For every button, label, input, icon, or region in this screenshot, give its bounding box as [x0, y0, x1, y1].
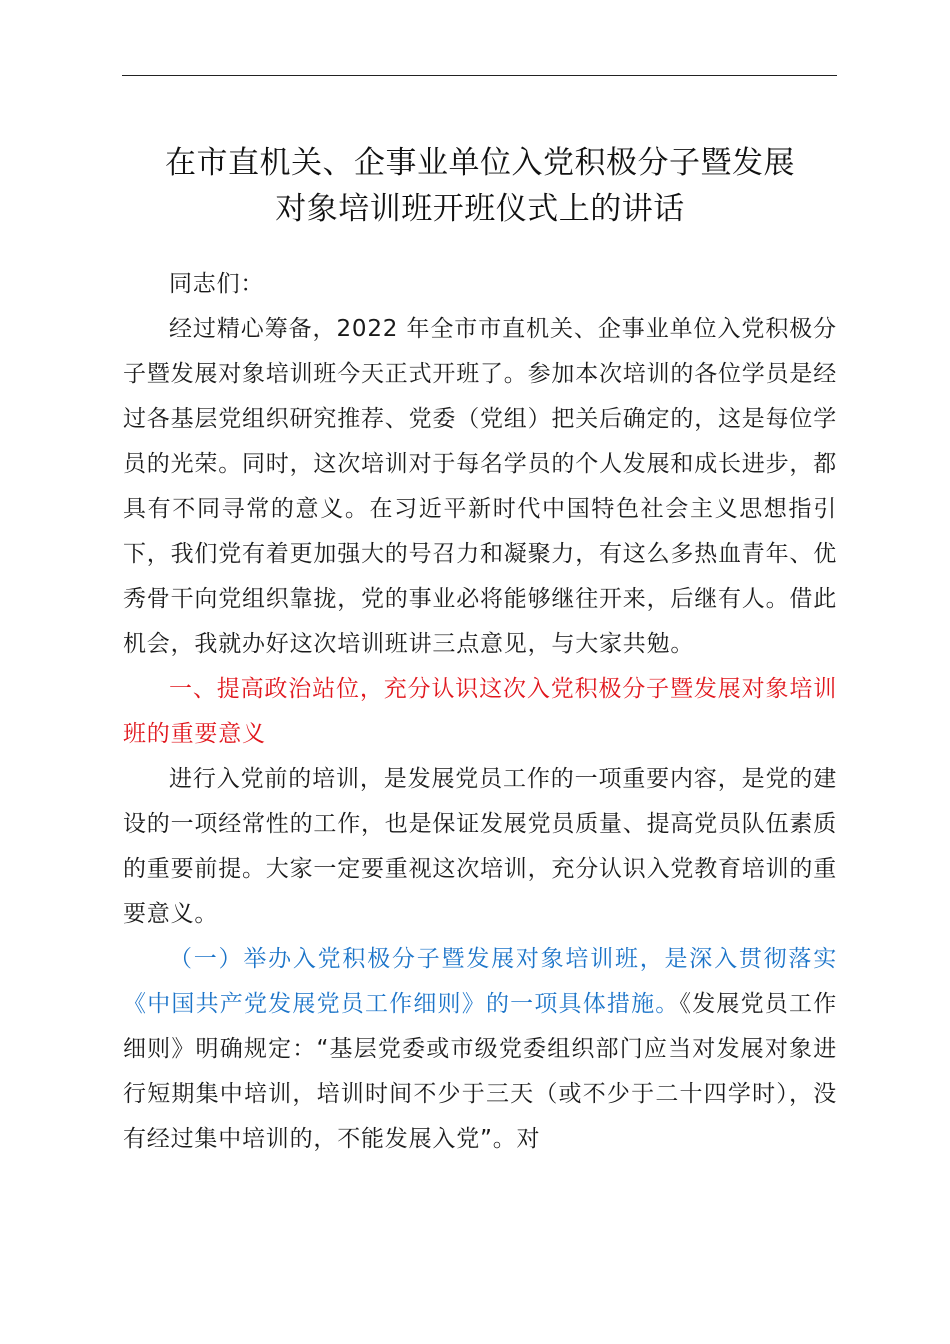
paragraph-section-1: 进行入党前的培训，是发展党员工作的一项重要内容，是党的建设的一项经常性的工作，也是保证发展党员质量、提高党员队伍素质的重要前提。大家一定要重视这次培训，充分认识入党教育培训的重要意义。 — [123, 766, 837, 927]
document-title — [110, 140, 850, 232]
document-body — [123, 262, 837, 1162]
title-line-1: 在市直机关、企事业单位入党积极分子暨发展 — [165, 145, 795, 181]
title-line-2: 对象培训班开班仪式上的讲话 — [275, 191, 685, 227]
section-heading-1: 一、提高政治站位，充分认识这次入党积极分子暨发展对象培训班的重要意义 — [123, 676, 837, 747]
salutation: 同志们： — [169, 271, 265, 297]
subsection-heading-1: （一）举办入党积极分子暨发展对象培训班，是深入贯彻落实《中国共产党发展党员工作细则》的一项具体措施。 — [123, 946, 837, 1017]
subsection-text-1: 《发展党员工作细则》明确规定：“基层党委或市级党委组织部门应当对发展对象进行短期集中培训，培训时间不少于三天（或不少于二十四学时），没有经过集中培训的，不能发展入党”。对 — [123, 991, 837, 1152]
paragraph-subsection-1 — [123, 937, 837, 1162]
paragraph-intro: 经过精心筹备，2022 年全市市直机关、企事业单位入党积极分子暨发展对象培训班今天正式开班了。参加本次培训的各位学员是经过各基层党组织研究推荐、党委（党组）把关后确定的，这是每位学员的光荣。同时，这次培训对于每名学员的个人发展和成长进步，都具有不同寻常的意义。在习近平新时代中国特色社会主义思想指引下，我们党有着更加强大的号召力和凝聚力，有这么多热血青年、优秀骨干向党组织靠拢，党的事业必将能够继往开来，后继有人。借此机会，我就办好这次培训班讲三点意见，与大家共勉。 — [123, 316, 837, 657]
header-rule — [122, 75, 837, 76]
